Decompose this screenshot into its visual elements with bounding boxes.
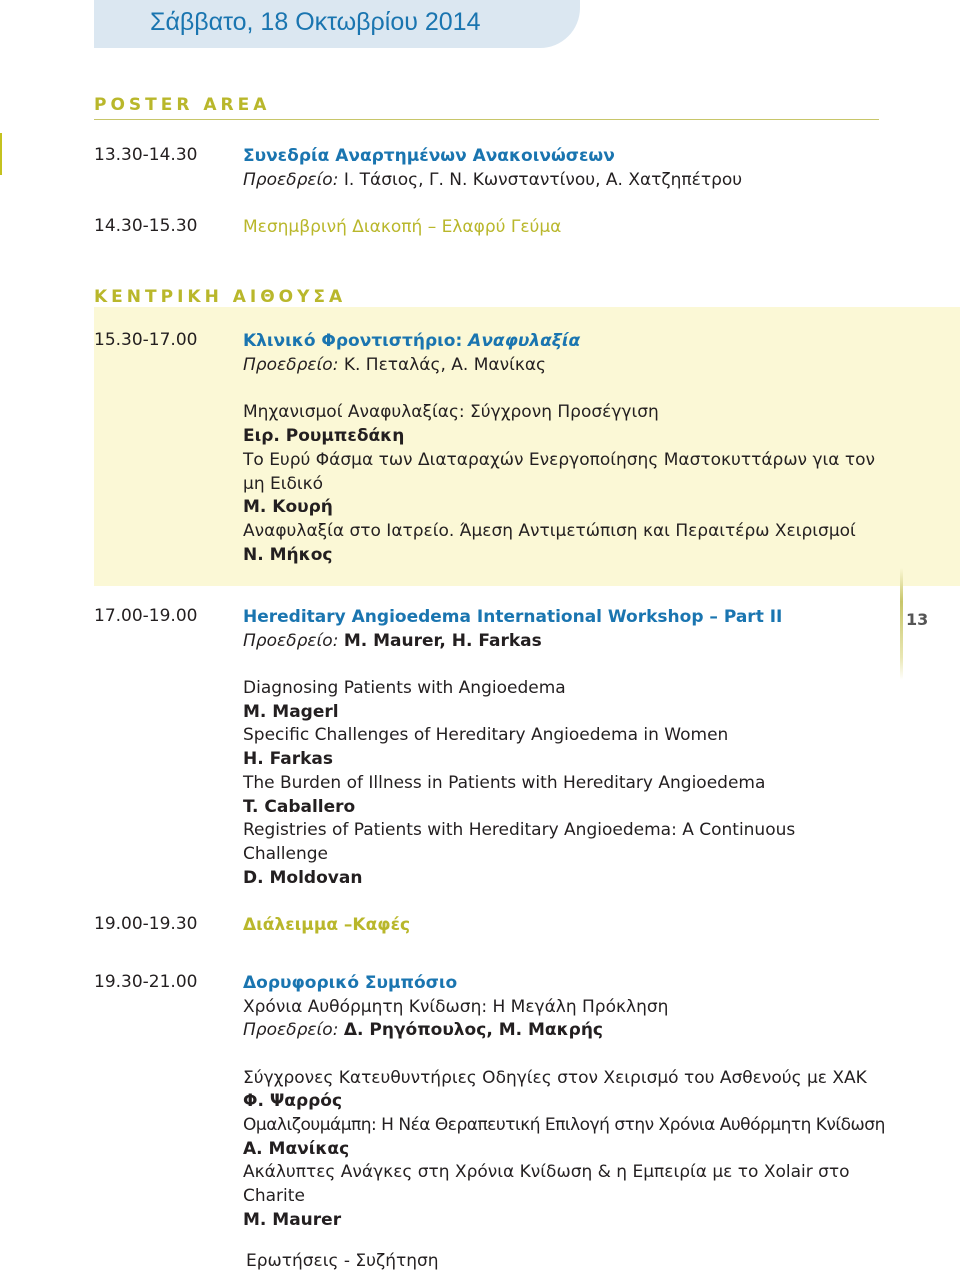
session-title: Διάλειμμα –Καφές (243, 915, 411, 935)
talk-title: Το Ευρύ Φάσμα των Διαταραχών Ενεργοποίησης Μαστοκυττάρων για τον (243, 450, 876, 470)
talk-speaker: H. Farkas (243, 749, 333, 769)
session-time: 19.30-21.00 (94, 972, 198, 992)
page-header (0, 0, 960, 48)
session-title: Δορυφορικό Συμπόσιο (243, 973, 458, 993)
session-time: 15.30-17.00 (94, 330, 198, 350)
session-title-type: Κλινικό Φροντιστήριο: (243, 331, 469, 351)
session-time: 13.30-14.30 (94, 145, 198, 165)
talk-speaker: D. Moldovan (243, 868, 363, 888)
side-decoration-rule (900, 568, 903, 680)
talk-speaker: Α. Μανίκας (243, 1139, 350, 1159)
section-divider (94, 119, 879, 120)
talk-title-continued: Challenge (243, 844, 328, 864)
chairs-names: Κ. Πεταλάς, Α. Μανίκας (343, 355, 547, 375)
session-chairs (243, 169, 742, 191)
session-title: Μεσημβρινή Διακοπή – Ελαφρύ Γεύμα (243, 217, 562, 237)
session-title: Συνεδρία Αναρτημένων Ανακοινώσεων (243, 146, 615, 166)
session-time: 19.00-19.30 (94, 914, 198, 934)
talk-title: Ακάλυπτες Ανάγκες στη Χρόνια Κνίδωση & η Εμπειρία με το Xolair στο (243, 1162, 850, 1182)
chairs-label: Προεδρείο: (243, 170, 339, 190)
chairs-names: M. Maurer, H. Farkas (343, 631, 542, 651)
session-chairs (243, 1019, 603, 1041)
session-title-topic: Αναφυλαξία (468, 331, 581, 351)
session-time: 14.30-15.30 (94, 216, 198, 236)
talk-title: Diagnosing Patients with Angioedema (243, 678, 566, 698)
chairs-label: Προεδρείο: (243, 631, 339, 651)
discussion-item: Ερωτήσεις - Συζήτηση (246, 1251, 439, 1271)
page-title: Σάββατο, 18 Οκτωβρίου 2014 (150, 8, 481, 36)
chairs-label: Προεδρείο: (243, 1020, 339, 1040)
talk-title-continued: μη Ειδικό (243, 474, 324, 494)
session-title (243, 330, 580, 352)
page-number: 13 (906, 610, 929, 629)
left-margin-rule (0, 133, 2, 175)
section-label-main-hall: ΚΕΝΤΡΙΚΗ ΑΙΘΟΥΣΑ (94, 287, 347, 307)
chairs-names: Ι. Τάσιος, Γ. Ν. Κωνσταντίνου, Α. Χατζηπέτρου (343, 170, 743, 190)
talk-speaker: T. Caballero (243, 797, 356, 817)
talk-speaker: M. Maurer (243, 1210, 342, 1230)
session-time: 17.00-19.00 (94, 606, 198, 626)
talk-title: The Burden of Illness in Patients with Hereditary Angioedema (243, 773, 766, 793)
chairs-label: Προεδρείο: (243, 355, 339, 375)
talk-title: Specific Challenges of Hereditary Angioedema in Women (243, 725, 729, 745)
session-title: Hereditary Angioedema International Workshop – Part II (243, 607, 783, 627)
talk-speaker: Φ. Ψαρρός (243, 1091, 343, 1111)
talk-speaker: Ειρ. Ρουμπεδάκη (243, 426, 405, 446)
chairs-names: Δ. Ρηγόπουλος, Μ. Μακρής (343, 1020, 604, 1040)
talk-title: Αναφυλαξία στο Ιατρείο. Άμεση Αντιμετώπιση και Περαιτέρω Χειρισμοί (243, 521, 856, 541)
talk-title: Ομαλιζουμάμπη: Η Νέα Θεραπευτική Επιλογή στην Χρόνια Αυθόρμητη Κνίδωση (243, 1115, 885, 1135)
talk-title: Registries of Patients with Hereditary Angioedema: A Continuous (243, 820, 796, 840)
section-label-poster-area: POSTER AREA (94, 95, 271, 115)
session-subtitle: Χρόνια Αυθόρμητη Κνίδωση: Η Μεγάλη Πρόκληση (243, 997, 669, 1017)
talk-speaker: M. Magerl (243, 702, 339, 722)
session-chairs (243, 630, 542, 652)
session-chairs (243, 354, 546, 376)
talk-title-continued: Charite (243, 1186, 305, 1206)
talk-speaker: Μ. Κουρή (243, 497, 333, 517)
talk-speaker: Ν. Μήκος (243, 545, 333, 565)
talk-title: Σύγχρονες Κατευθυντήριες Οδηγίες στον Χειρισμό του Ασθενούς με ΧΑΚ (243, 1068, 867, 1088)
talk-title: Μηχανισμοί Αναφυλαξίας: Σύγχρονη Προσέγγιση (243, 402, 659, 422)
